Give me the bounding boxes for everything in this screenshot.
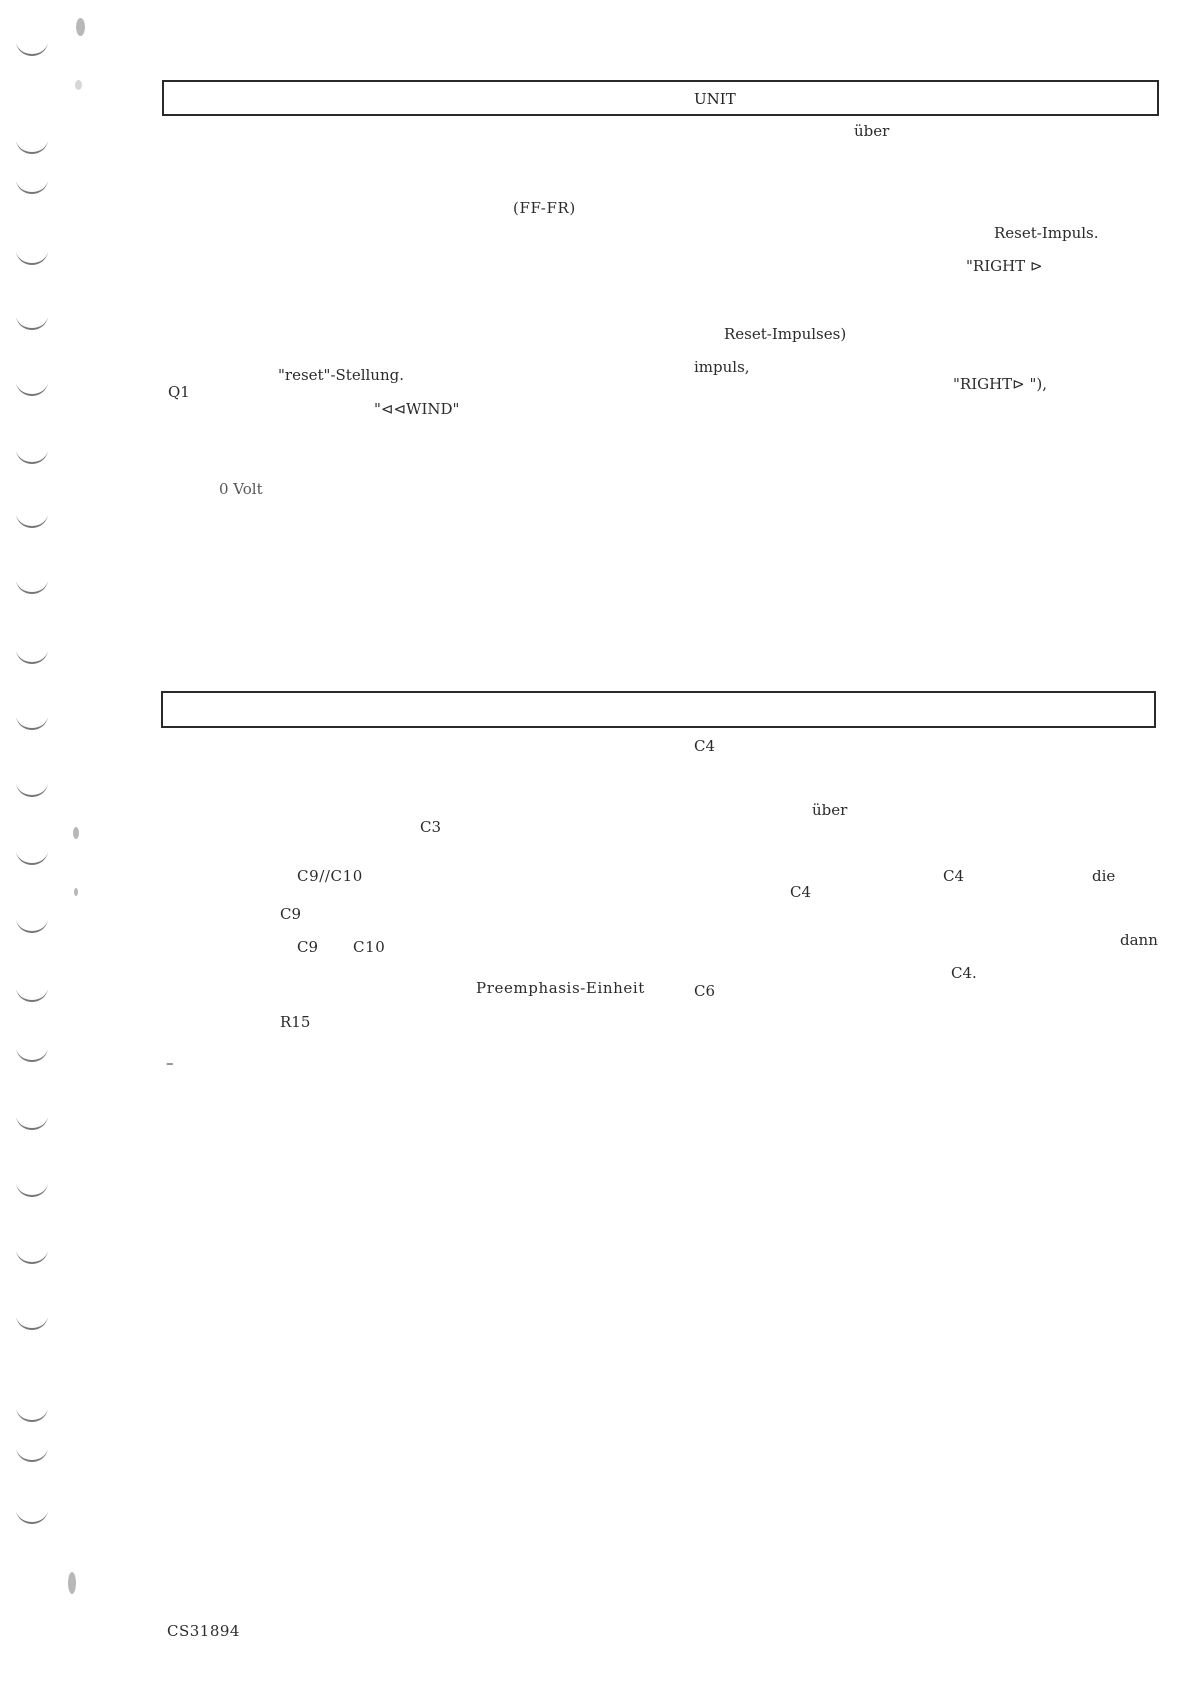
text-fragment: impuls, (694, 358, 750, 376)
section-header-frame (162, 80, 1159, 116)
text-fragment: Q1 (168, 383, 190, 401)
text-fragment: C4 (790, 883, 812, 901)
section-header-frame (161, 691, 1156, 728)
text-fragment: Preemphasis-Einheit (476, 979, 645, 997)
text-fragment: C4. (951, 964, 977, 982)
text-fragment: dann (1120, 931, 1158, 949)
text-fragment: "RIGHT ⊳ (966, 257, 1043, 275)
text-fragment: R15 (280, 1013, 311, 1031)
scan-smudge (76, 18, 85, 36)
text-fragment: Reset-Impulses) (724, 325, 847, 343)
text-fragment: C4 (943, 867, 965, 885)
document-code: CS31894 (167, 1622, 240, 1640)
scan-smudge (68, 1572, 76, 1594)
scan-smudge (74, 888, 78, 896)
text-fragment: über (812, 801, 848, 819)
text-fragment: C9 (297, 938, 319, 956)
section-header-title: UNIT (694, 90, 736, 108)
text-fragment: 0 Volt (219, 480, 263, 498)
text-fragment: über (854, 122, 890, 140)
text-fragment: Reset-Impuls. (994, 224, 1099, 242)
text-fragment: C3 (420, 818, 442, 836)
text-fragment: C9 (280, 905, 302, 923)
scan-smudge (75, 80, 82, 90)
text-fragment: "⊲⊲WIND" (374, 400, 460, 418)
text-fragment: "reset"-Stellung. (278, 366, 404, 384)
text-fragment: C6 (694, 982, 716, 1000)
text-fragment: (FF-FR) (513, 199, 576, 217)
text-fragment: "RIGHT⊳ "), (953, 375, 1048, 393)
text-fragment: C4 (694, 737, 716, 755)
text-fragment: C10 (353, 938, 386, 956)
scan-smudge (73, 827, 79, 839)
text-fragment: die (1092, 867, 1116, 885)
text-fragment: C9//C10 (297, 867, 363, 885)
text-fragment: – (166, 1054, 174, 1072)
